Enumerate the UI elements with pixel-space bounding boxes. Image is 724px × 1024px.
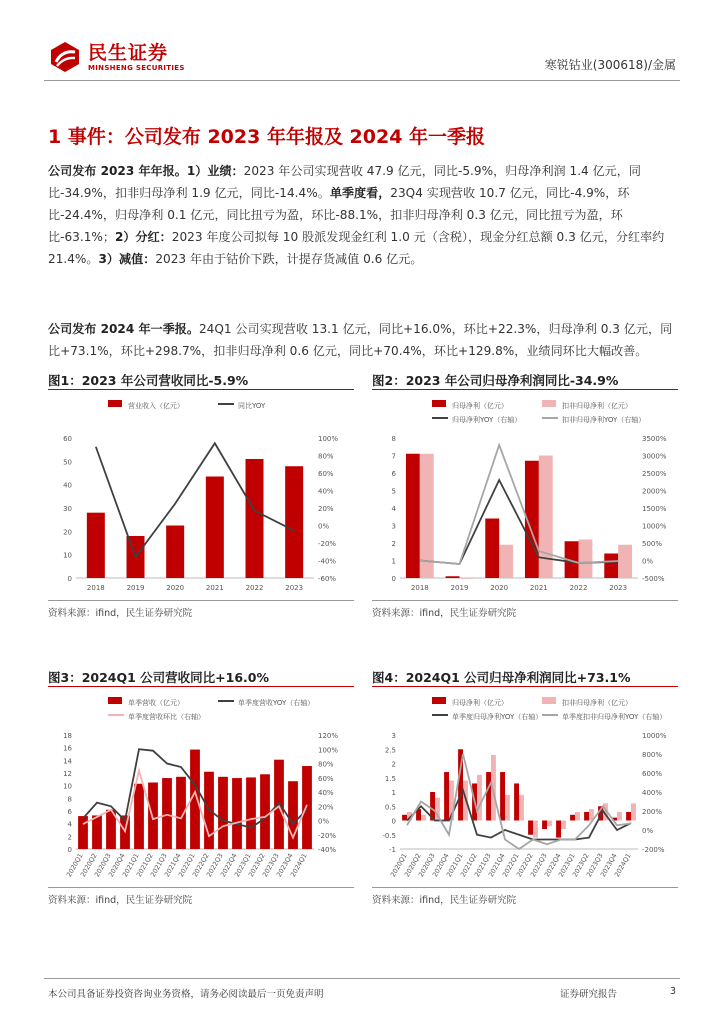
x-tick-label: 2023Q3 <box>584 852 605 879</box>
para1-label-4: 3）减值： <box>98 252 156 266</box>
bar-扣非归母净利（亿元） <box>533 821 538 838</box>
y-tick-label: 0 <box>391 575 396 583</box>
y2-tick-label: -200% <box>642 846 665 854</box>
figure-4-bottom-rule <box>372 887 678 888</box>
y2-tick-label: 0% <box>318 817 330 826</box>
bar-单季营收（亿元） <box>246 777 256 849</box>
paragraph-q1 <box>48 318 678 362</box>
x-tick-label: 2023Q2 <box>570 852 591 879</box>
legend-swatch-1 <box>542 400 556 407</box>
para1-text-2: 23Q4 实现营收 10.7 亿元，同比-4.9%，环比-24.4%，归母净利 0.1 亿元，同比扭亏为盈，环比-88.1%，扣非归母净利 0.3 亿元，同比扭亏为盈，环比-63.1%； <box>48 186 630 244</box>
footer-report-type: 证券研究报告 <box>560 989 618 1000</box>
y2-tick-label: 400% <box>642 789 663 797</box>
x-tick-label: 2023 <box>285 584 304 592</box>
x-tick-label: 2024Q1 <box>288 852 309 879</box>
bar-归母净利（亿元） <box>626 812 631 821</box>
y2-tick-label: 100% <box>318 746 339 755</box>
bar-扣非归母净利（亿元） <box>420 454 434 578</box>
y2-tick-label: 600% <box>642 770 663 778</box>
footer-disclaimer: 本公司具备证券投资咨询业务资格，请务必阅读最后一页免责声明 <box>48 989 324 1000</box>
legend-label-0: 归母净利（亿元） <box>452 402 508 410</box>
legend-label-0: 营业收入（亿元） <box>128 402 184 410</box>
legend-label-1: 扣非归母净利（亿元） <box>562 699 632 707</box>
brand-name-en: MINSHENG SECURITIES <box>88 64 185 72</box>
bar-归母净利（亿元） <box>402 815 407 821</box>
y-tick-label: 4 <box>67 820 72 829</box>
y-tick-label: 60 <box>63 435 72 443</box>
bar-扣非归母净利（亿元） <box>579 540 593 579</box>
y2-tick-label: -40% <box>318 846 337 854</box>
y-tick-label: 6 <box>391 470 396 478</box>
figure-1 <box>48 371 354 619</box>
bar-扣非归母净利（亿元） <box>547 821 552 827</box>
y2-tick-label: 3000% <box>642 452 667 461</box>
x-tick-label: 2022Q2 <box>514 852 535 879</box>
bar-扣非归母净利（亿元） <box>499 545 513 578</box>
bar-单季营收（亿元） <box>162 778 172 849</box>
header-divider <box>44 80 680 81</box>
legend-label-2: 单季度归母净利YOY（右轴） <box>452 713 543 721</box>
figure-2-bottom-rule <box>372 600 678 601</box>
bar-单季营收（亿元） <box>218 777 228 849</box>
x-tick-label: 2021 <box>205 584 224 592</box>
y-tick-label: 4 <box>391 505 396 513</box>
x-tick-label: 2018 <box>86 584 105 592</box>
y2-tick-label: -500% <box>642 575 665 583</box>
y-tick-label: 2.5 <box>384 746 396 755</box>
y-tick-label: 8 <box>391 435 396 443</box>
x-tick-label: 2020 <box>166 584 185 592</box>
x-tick-label: 2023Q4 <box>598 852 619 879</box>
y2-tick-label: 1000% <box>642 732 667 740</box>
x-tick-label: 2024Q1 <box>612 852 633 879</box>
y-tick-label: 14 <box>63 757 72 766</box>
legend-swatch-0 <box>432 697 446 704</box>
bar-单季营收（亿元） <box>302 766 312 849</box>
chart-net-profit-quarterly <box>372 687 678 887</box>
y2-tick-label: 80% <box>318 760 334 769</box>
bar-归母净利（亿元） <box>406 454 420 578</box>
x-tick-label: 2022Q4 <box>218 852 239 879</box>
y2-tick-label: 1000% <box>642 522 667 531</box>
bar-扣非归母净利（亿元） <box>519 795 524 821</box>
x-tick-label: 2020Q3 <box>92 852 113 879</box>
line-同比YOY <box>96 443 294 557</box>
bar-单季营收（亿元） <box>134 784 144 849</box>
legend-swatch-0 <box>432 400 446 407</box>
para1-text-1: 2023 年公司实现营收 47.9 亿元，同比-5.9%，归母净利润 1.4 亿元，同比-34.9%，扣非归母净利 1.9 亿元，同比-14.4%。 <box>48 164 641 200</box>
y2-tick-label: 800% <box>642 751 663 759</box>
x-tick-label: 2020Q4 <box>430 852 451 879</box>
y2-tick-label: 0% <box>642 827 654 835</box>
x-tick-label: 2021Q2 <box>134 852 155 879</box>
x-tick-label: 2022 <box>245 584 264 592</box>
bar-归母净利（亿元） <box>485 519 499 579</box>
y-tick-label: 12 <box>63 770 72 778</box>
y-tick-label: 8 <box>67 795 72 804</box>
bar-单季营收（亿元） <box>148 783 158 850</box>
y2-tick-label: 40% <box>318 789 334 797</box>
bar-扣非归母净利（亿元） <box>617 812 622 821</box>
legend-label-3: 扣非归母净利YOY（右轴） <box>562 416 646 424</box>
bar-营业收入（亿元） <box>87 513 105 578</box>
legend-label-1: 同比YOY <box>238 402 266 410</box>
x-tick-label: 2020Q3 <box>416 852 437 879</box>
y-tick-label: -0.5 <box>382 831 396 840</box>
legend-label-3: 单季度扣非归母净利YOY（右轴） <box>562 713 667 721</box>
x-tick-label: 2022Q4 <box>542 852 563 879</box>
y2-tick-label: 0% <box>318 522 330 531</box>
y2-tick-label: -40% <box>318 557 337 566</box>
y2-tick-label: 100% <box>318 435 339 443</box>
x-tick-label: 2020Q2 <box>78 852 99 879</box>
bar-扣非归母净利（亿元） <box>460 578 474 579</box>
figure-2 <box>372 371 678 619</box>
y-tick-label: 10 <box>63 782 72 791</box>
bar-单季营收（亿元） <box>78 816 88 849</box>
figure-3-title: 图3：2024Q1 公司营收同比+16.0% <box>48 670 270 685</box>
x-tick-label: 2023Q2 <box>246 852 267 879</box>
y-tick-label: -1 <box>389 846 396 854</box>
minsheng-logo-icon <box>48 40 82 74</box>
y-tick-label: 30 <box>63 505 72 513</box>
chart-revenue-quarterly <box>48 687 354 887</box>
y-tick-label: 0.5 <box>384 803 396 812</box>
y2-tick-label: -20% <box>318 831 337 840</box>
y-tick-label: 6 <box>67 808 72 816</box>
bar-归母净利（亿元） <box>486 772 491 820</box>
bar-单季营收（亿元） <box>274 760 284 849</box>
y-tick-label: 16 <box>63 744 72 753</box>
y2-tick-label: 40% <box>318 487 334 496</box>
y2-tick-label: 60% <box>318 470 334 478</box>
legend-label-1: 扣非归母净利（亿元） <box>562 402 632 410</box>
x-tick-label: 2020Q4 <box>106 852 127 879</box>
legend-label-2: 归母净利YOY（右轴） <box>452 416 522 424</box>
x-tick-label: 2020Q1 <box>64 852 85 879</box>
y2-tick-label: 2000% <box>642 487 667 496</box>
x-tick-label: 2023Q1 <box>556 852 577 879</box>
x-tick-label: 2021Q4 <box>162 852 183 879</box>
y2-tick-label: 20% <box>318 505 334 513</box>
legend-swatch-0 <box>108 697 122 704</box>
bar-归母净利（亿元） <box>446 576 460 578</box>
x-tick-label: 2022Q1 <box>500 852 521 879</box>
x-tick-label: 2020Q2 <box>402 852 423 879</box>
y2-tick-label: 2500% <box>642 470 667 478</box>
figure-1-source: 资料来源：ifind，民生证券研究院 <box>48 608 193 619</box>
y-tick-label: 5 <box>391 487 396 496</box>
para1-text-4: 2023 年由于钴价下跌，计提存货减值 0.6 亿元。 <box>155 252 423 266</box>
y-tick-label: 3 <box>391 732 396 740</box>
x-tick-label: 2021Q4 <box>486 852 507 879</box>
y-tick-label: 0 <box>67 575 72 583</box>
para2-lead: 公司发布 2024 年一季报。 <box>48 322 199 336</box>
footer-divider <box>44 978 680 979</box>
bar-扣非归母净利（亿元） <box>631 803 636 820</box>
y2-tick-label: -20% <box>318 540 337 548</box>
y2-tick-label: 500% <box>642 540 663 548</box>
x-tick-label: 2021Q1 <box>444 852 465 879</box>
legend-label-0: 单季营收（亿元） <box>128 699 184 707</box>
y2-tick-label: 80% <box>318 452 334 461</box>
bar-归母净利（亿元） <box>444 772 449 820</box>
y-tick-label: 3 <box>391 522 396 531</box>
bar-归母净利（亿元） <box>514 783 519 820</box>
x-tick-label: 2019 <box>450 584 469 592</box>
x-tick-label: 2021Q1 <box>120 852 141 879</box>
x-tick-label: 2021 <box>529 584 548 592</box>
figure-2-title: 图2：2023 年公司归母净利润同比-34.9% <box>372 373 619 388</box>
y2-tick-label: 0% <box>642 557 654 566</box>
figure-4 <box>372 668 678 906</box>
x-tick-label: 2019 <box>126 584 145 592</box>
figure-3-source: 资料来源：ifind，民生证券研究院 <box>48 895 193 906</box>
bar-归母净利（亿元） <box>528 821 533 835</box>
x-tick-label: 2022Q2 <box>190 852 211 879</box>
x-tick-label: 2021Q3 <box>148 852 169 879</box>
y-tick-label: 18 <box>63 732 72 740</box>
y2-tick-label: 120% <box>318 732 339 740</box>
y2-tick-label: 200% <box>642 808 663 816</box>
bar-营业收入（亿元） <box>206 477 224 579</box>
bar-归母净利（亿元） <box>556 821 561 838</box>
figure-2-source: 资料来源：ifind，民生证券研究院 <box>372 608 517 619</box>
figure-4-title: 图4：2024Q1 公司归母净利润同比+73.1% <box>372 670 631 685</box>
stock-label: 寒锐钴业(300618)/金属 <box>544 58 676 72</box>
paragraph-annual <box>48 160 678 270</box>
bar-归母净利（亿元） <box>500 772 505 820</box>
y-tick-label: 50 <box>63 458 72 467</box>
x-tick-label: 2022Q1 <box>176 852 197 879</box>
bar-归母净利（亿元） <box>584 812 589 821</box>
chart-revenue-annual <box>48 390 354 600</box>
x-tick-label: 2021Q2 <box>458 852 479 879</box>
y-tick-label: 1 <box>391 557 396 566</box>
chart-net-profit-annual <box>372 390 678 600</box>
x-tick-label: 2023 <box>609 584 628 592</box>
bar-归母净利（亿元） <box>542 821 547 830</box>
figure-1-title: 图1：2023 年公司营收同比-5.9% <box>48 373 249 388</box>
figure-4-source: 资料来源：ifind，民生证券研究院 <box>372 895 517 906</box>
y2-tick-label: 3500% <box>642 435 667 443</box>
page-number: 3 <box>670 986 677 997</box>
bar-扣非归母净利（亿元） <box>561 821 566 830</box>
x-tick-label: 2020Q1 <box>388 852 409 879</box>
y-tick-label: 2 <box>391 540 396 548</box>
legend-label-2: 单季度营收环比（右轴） <box>128 713 205 721</box>
y-tick-label: 0 <box>391 817 396 826</box>
legend-swatch-0 <box>108 400 122 407</box>
para1-label-2: 单季度看， <box>329 186 391 200</box>
x-tick-label: 2020 <box>490 584 509 592</box>
y-tick-label: 0 <box>67 846 72 854</box>
bar-单季营收（亿元） <box>92 815 102 849</box>
bar-单季营收（亿元） <box>232 778 242 849</box>
bar-营业收入（亿元） <box>246 459 264 578</box>
y2-tick-label: 1500% <box>642 505 667 513</box>
x-tick-label: 2021Q3 <box>472 852 493 879</box>
y-tick-label: 1.5 <box>384 774 396 783</box>
para2-text: 24Q1 公司实现营收 13.1 亿元，同比+16.0%，环比+22.3%，归母净利 0.3 亿元，同比+73.1%，环比+298.7%，扣非归母净利 0.6 亿元，同比+70.4%，环比+129.8%，业绩同环比大幅改善。 <box>48 322 673 358</box>
bar-扣非归母净利（亿元） <box>421 815 426 821</box>
bar-单季营收（亿元） <box>260 774 270 849</box>
bar-扣非归母净利（亿元） <box>575 812 580 821</box>
para1-label-1: 1）业绩： <box>186 164 244 178</box>
bar-归母净利（亿元） <box>604 554 618 579</box>
page-header <box>0 0 724 80</box>
para1-lead: 公司发布 2023 年年报。 <box>48 164 187 178</box>
legend-label-1: 单季度营收YOY（右轴） <box>238 699 315 707</box>
bar-扣非归母净利（亿元） <box>477 775 482 821</box>
x-tick-label: 2022Q3 <box>528 852 549 879</box>
x-tick-label: 2018 <box>410 584 429 592</box>
y2-tick-label: 20% <box>318 803 334 812</box>
y2-tick-label: 60% <box>318 774 334 783</box>
y-tick-label: 20 <box>63 528 72 537</box>
y-tick-label: 10 <box>63 551 72 560</box>
bar-归母净利（亿元） <box>570 815 575 821</box>
legend-swatch-1 <box>542 697 556 704</box>
y-tick-label: 1 <box>391 789 396 797</box>
y-tick-label: 2 <box>67 833 72 842</box>
x-tick-label: 2023Q3 <box>260 852 281 879</box>
bar-扣非归母净利（亿元） <box>618 545 632 578</box>
y2-tick-label: -60% <box>318 575 337 583</box>
x-tick-label: 2023Q4 <box>274 852 295 879</box>
x-tick-label: 2023Q1 <box>232 852 253 879</box>
x-tick-label: 2022Q3 <box>204 852 225 879</box>
brand-name: 民生证券 <box>88 42 169 64</box>
figure-1-bottom-rule <box>48 600 354 601</box>
bar-营业收入（亿元） <box>166 526 184 579</box>
para1-text-3: 2023 年度公司拟每 10 股派发现金红利 1.0 元（含税），现金分红总额 0.3 亿元，分红率约 21.4%。 <box>48 230 665 266</box>
y-tick-label: 7 <box>391 452 396 461</box>
figure-3 <box>48 668 354 906</box>
y-tick-label: 2 <box>391 760 396 769</box>
x-tick-label: 2022 <box>569 584 588 592</box>
section-title: 1 事件：公司发布 2023 年年报及 2024 年一季报 <box>48 126 486 148</box>
bar-营业收入（亿元） <box>285 466 303 578</box>
bar-扣非归母净利（亿元） <box>505 795 510 821</box>
para1-label-3: 2）分红： <box>114 230 172 244</box>
figure-3-bottom-rule <box>48 887 354 888</box>
y-tick-label: 40 <box>63 481 72 490</box>
legend-label-0: 归母净利（亿元） <box>452 699 508 707</box>
